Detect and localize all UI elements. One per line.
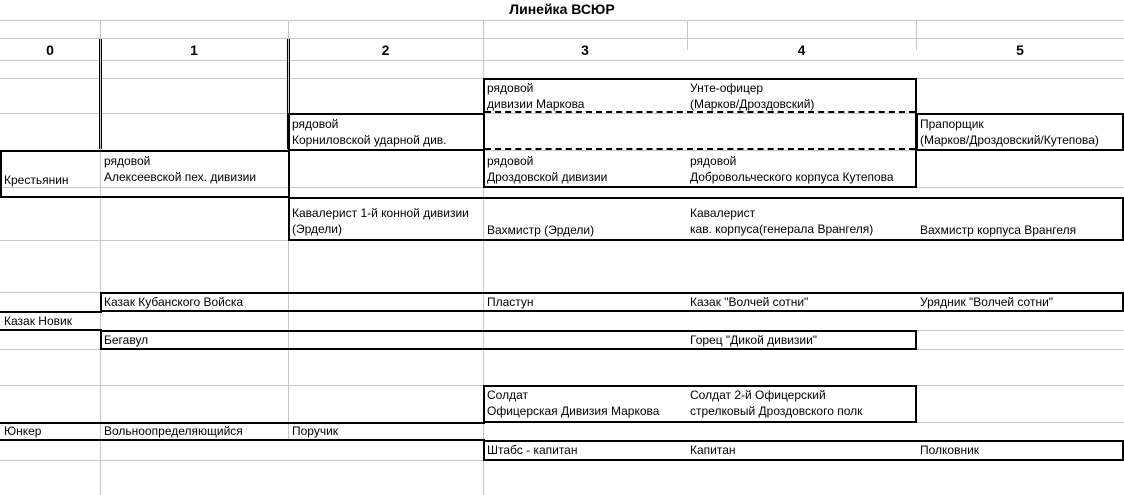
column-header-4: 4 — [797, 42, 806, 58]
cell-text: Казак Новик — [4, 314, 72, 328]
cell-text: Кавалерист кав. корпуса(генерала Врангеля) — [690, 206, 874, 236]
cell-text: рядовой Алексеевской пех. дивизии — [104, 154, 257, 184]
junker-bottom-line — [0, 439, 485, 441]
cell-text: Казак Кубанского Войска — [104, 295, 244, 309]
cell-text: Вахмистр (Эрдели) — [487, 223, 595, 237]
cell-text: рядовой Корниловской ударной див. — [292, 117, 447, 147]
cell-text: Бегавул — [104, 333, 149, 347]
column-header-1: 1 — [190, 42, 198, 58]
cell-text: Казак "Волчей сотни" — [690, 295, 809, 309]
column-header-5: 5 — [1016, 42, 1024, 58]
cell-text: Солдат 2-й Офицерский стрелковый Дроздовского полк — [690, 388, 863, 418]
cell-text: Солдат Офицерская Дивизия Маркова — [487, 388, 660, 418]
cell-text: Крестьянин — [4, 173, 69, 187]
column-header-2: 2 — [381, 42, 390, 58]
cossack-novik-bottom-line — [0, 329, 102, 331]
cell-text: Юнкер — [4, 424, 42, 438]
cell-text: Вольноопределяющийся — [104, 424, 243, 438]
cell-text: Урядник "Волчей сотни" — [920, 295, 1054, 309]
cell-text: Прапорщик (Марков/Дроздовский/Кутепова) — [920, 117, 1099, 147]
cell-text: Кавалерист 1-й конной дивизии (Эрдели) — [292, 206, 469, 236]
cell-text: рядовой Добровольческого корпуса Кутепова — [690, 154, 894, 184]
column-header-3: 3 — [581, 42, 589, 58]
page-title: Линейка ВСЮР — [509, 1, 615, 17]
cell-text: Поручик — [292, 424, 339, 438]
cell-text: рядовой дивизии Маркова — [487, 81, 585, 111]
cell-text: Полковник — [920, 443, 980, 457]
column-header-0: 0 — [46, 42, 54, 58]
column-separator-1 — [99, 39, 102, 149]
cell-text: Пластун — [487, 295, 534, 309]
cell-text: Штабс - капитан — [487, 443, 578, 457]
dash-divider-bottom — [485, 148, 915, 150]
cell-text: Вахмистр корпуса Врангеля — [920, 223, 1077, 237]
cell-text: рядовой Дроздовской дивизии — [487, 154, 608, 184]
officer-rank-box — [483, 440, 1124, 461]
cell-text: Капитан — [690, 443, 736, 457]
cell-text: Горец "Дикой дивизии" — [690, 333, 818, 347]
cell-text: Унте-офицер (Марков/Дроздовский) — [690, 81, 815, 111]
